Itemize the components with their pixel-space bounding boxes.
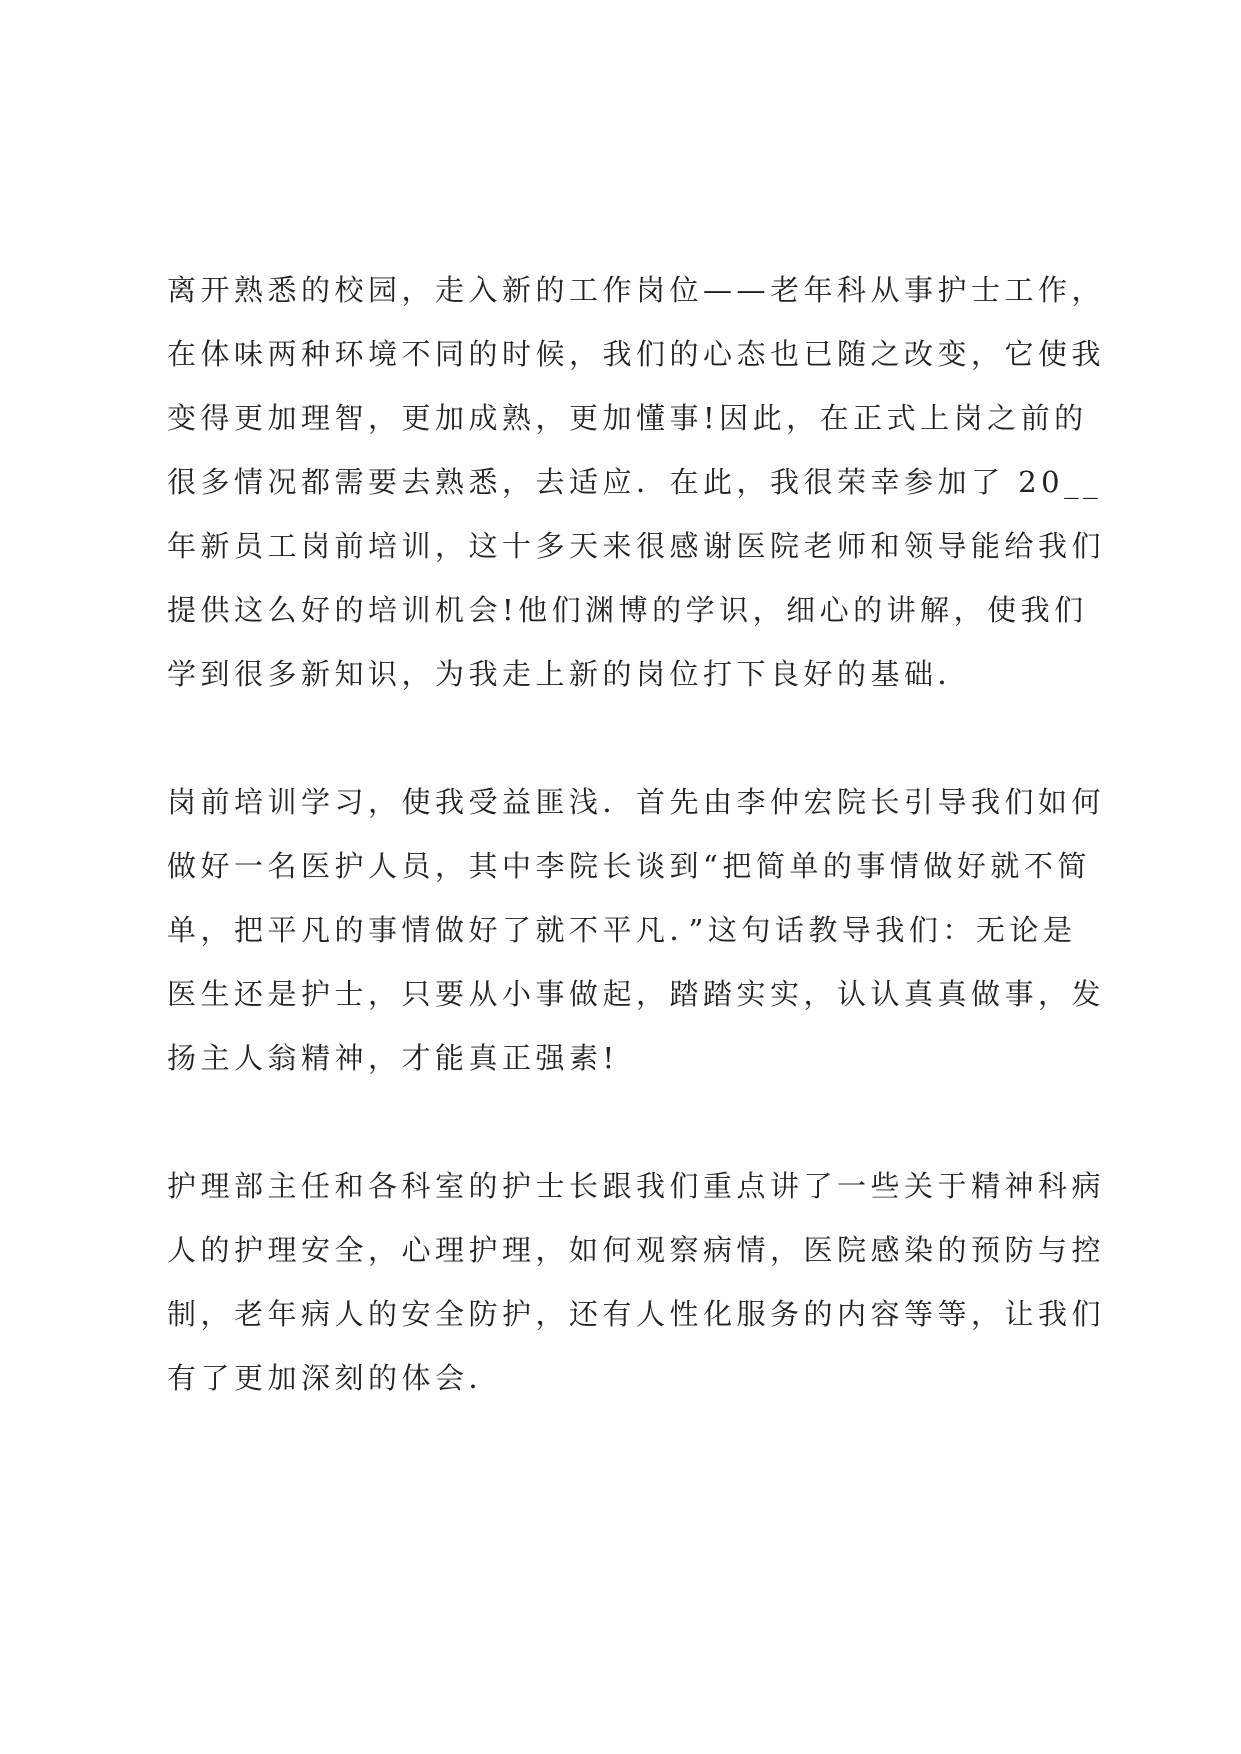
text-line: 护理部主任和各科室的护士长跟我们重点讲了一些关于精神科病: [167, 1169, 1106, 1203]
text-line: 变得更加理智，更加成熟，更加懂事!因此，在正式上岗之前的: [167, 401, 1088, 435]
text-line: 扬主人翁精神，才能真正强素!: [167, 1041, 619, 1075]
text-line: 学到很多新知识，为我走上新的岗位打下良好的基础．: [167, 657, 972, 691]
text-line: 离开熟悉的校园，走入新的工作岗位——老年科从事护士工作，: [167, 273, 1106, 307]
text-line: 人的护理安全，心理护理，如何观察病情，医院感染的预防与控: [167, 1233, 1106, 1267]
document-body: [167, 258, 1106, 1410]
paragraph-2: [167, 770, 1106, 1090]
text-line: 在体味两种环境不同的时候，我们的心态也已随之改变，它使我: [167, 337, 1106, 371]
text-line: 很多情况都需要去熟悉，去适应．在此，我很荣幸参加了 20__: [167, 465, 1103, 499]
text-line: 年新员工岗前培训，这十多天来很感谢医院老师和领导能给我们: [167, 529, 1106, 563]
text-line: 制，老年病人的安全防护，还有人性化服务的内容等等，让我们: [167, 1297, 1106, 1331]
text-line: 单，把平凡的事情做好了就不平凡．”这句话教导我们：无论是: [167, 913, 1077, 947]
text-line: 提供这么好的培训机会!他们渊博的学识，细心的讲解，使我们: [167, 593, 1088, 627]
text-line: 医生还是护士，只要从小事做起，踏踏实实，认认真真做事，发: [167, 977, 1106, 1011]
text-line: 做好一名医护人员，其中李院长谈到“把简单的事情做好就不简: [167, 849, 1091, 883]
text-line: 有了更加深刻的体会．: [167, 1361, 503, 1395]
paragraph-3: [167, 1154, 1106, 1410]
paragraph-1: [167, 258, 1106, 706]
text-line: 岗前培训学习，使我受益匪浅．首先由李仲宏院长引导我们如何: [167, 785, 1106, 819]
